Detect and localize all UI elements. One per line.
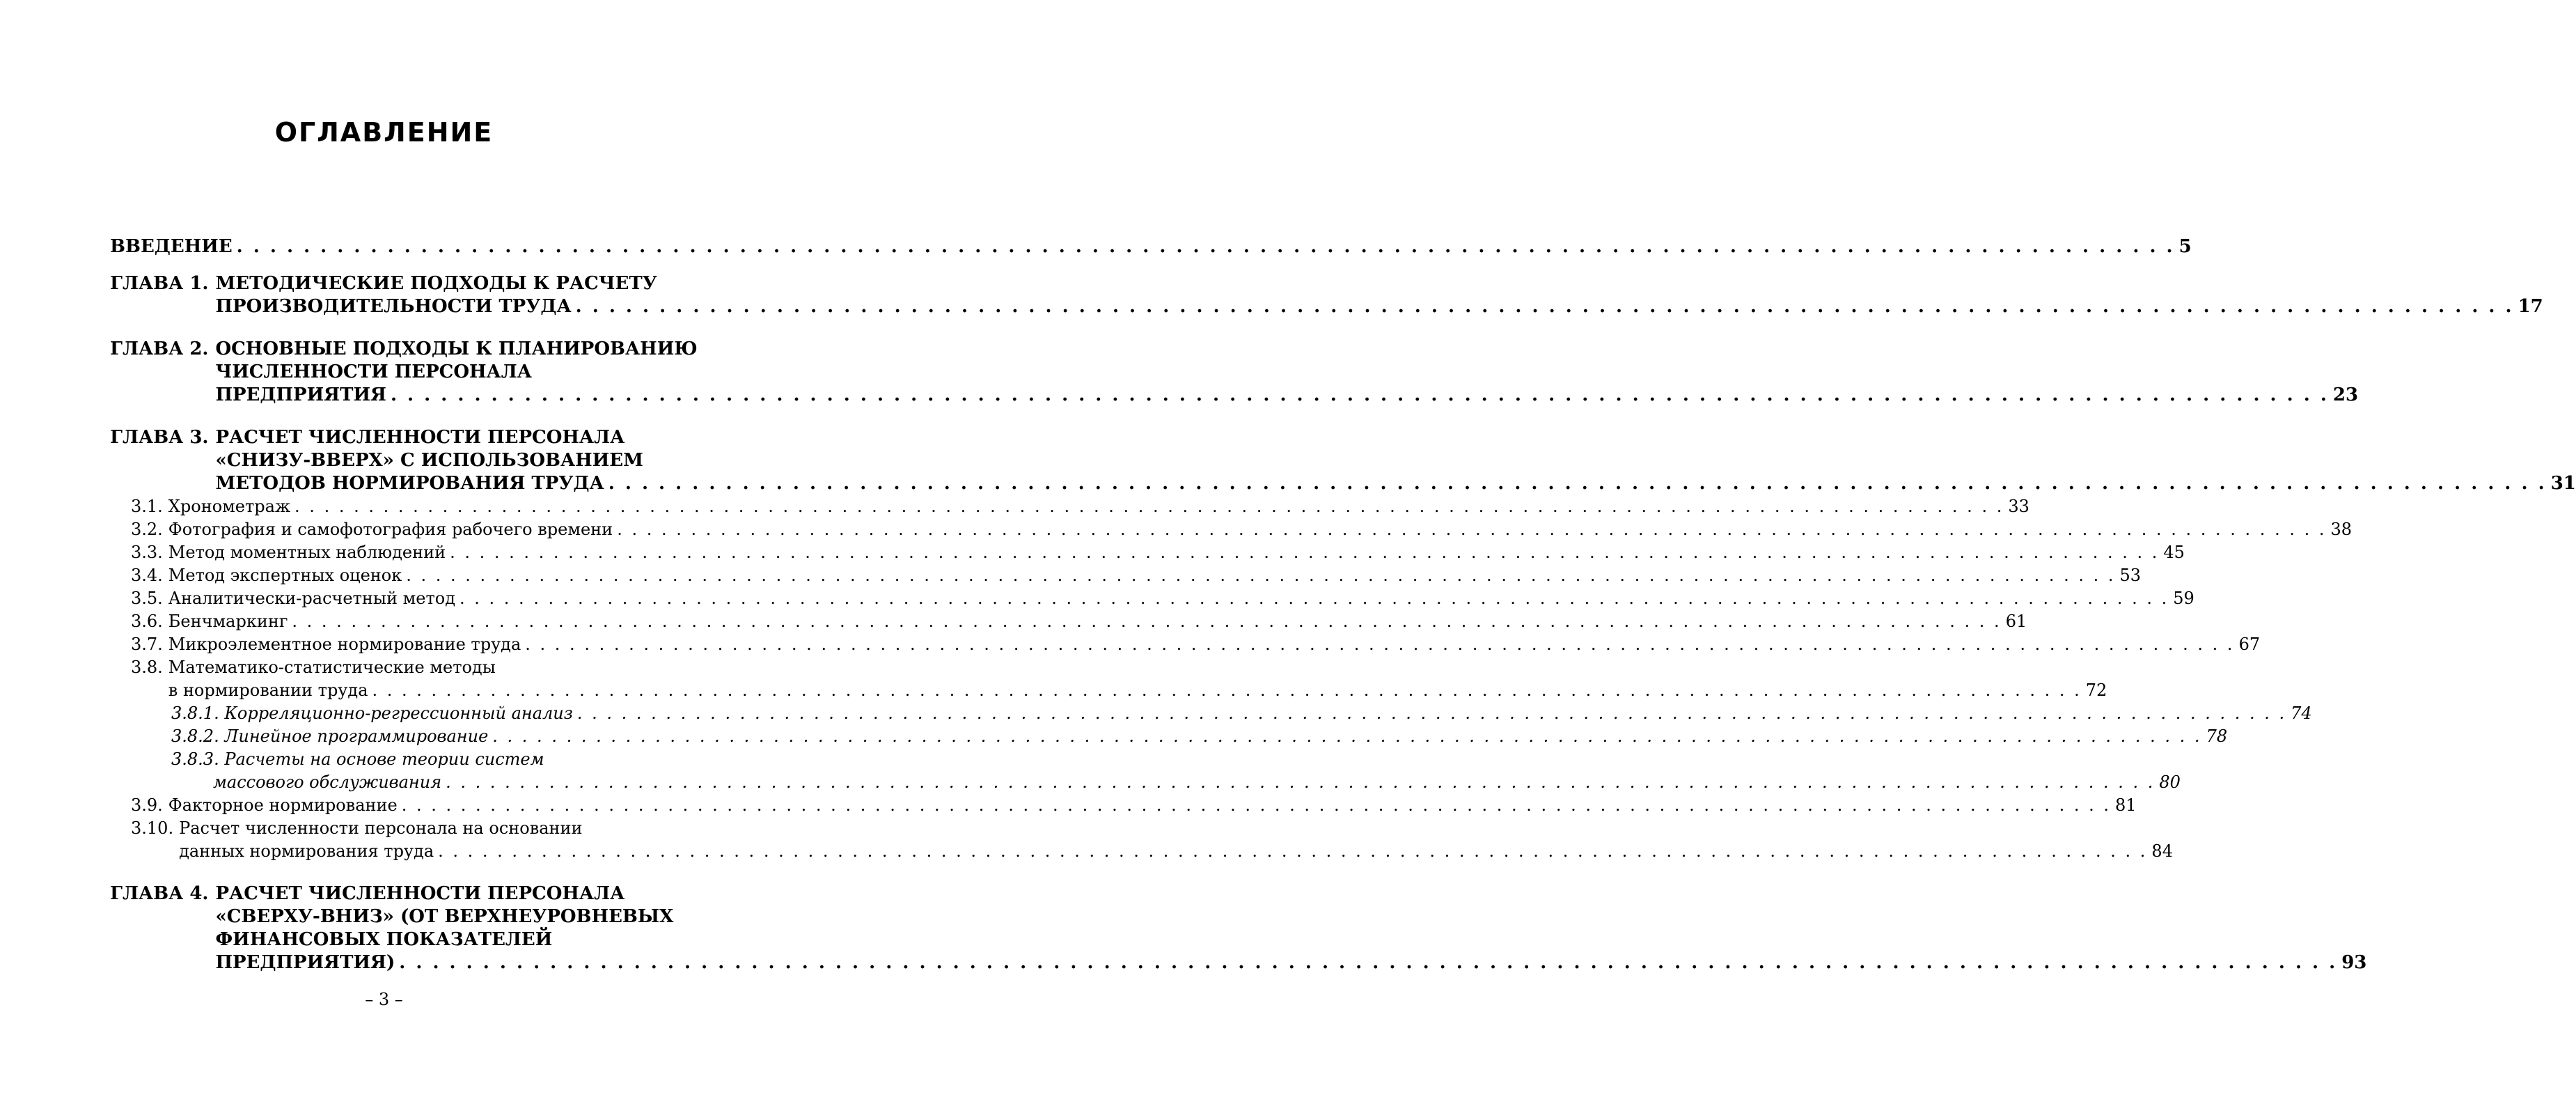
toc-entry-subsection-3-8-2[interactable] (110, 725, 2228, 748)
section-title: Микроэлементное нормирование труда (168, 635, 521, 654)
section-title: Математико-статистические методы (168, 658, 496, 677)
toc-page-number: 80 (2159, 772, 2181, 792)
section-number: 3.7. (131, 635, 163, 654)
section-title: Хронометраж (168, 497, 291, 516)
chapter-title-line: ПРЕДПРИЯТИЯ) (215, 952, 395, 973)
chapter-title-line: ОСНОВНЫЕ ПОДХОДЫ К ПЛАНИРОВАНИЮ (215, 339, 698, 359)
toc-entry-section-3-2[interactable] (110, 518, 2353, 541)
section-number: 3.1. (131, 497, 163, 516)
toc-page-number: 53 (2119, 566, 2142, 585)
toc-page-number: 45 (2163, 543, 2185, 562)
chapter-title-line: ЧИСЛЕННОСТИ ПЕРСОНАЛА (215, 361, 532, 382)
page-title: ОГЛАВЛЕНИЕ (274, 117, 494, 148)
dot-leader (455, 587, 2173, 610)
toc-page-number: 74 (2291, 703, 2312, 723)
toc-entry-section-3-7[interactable] (110, 633, 2261, 656)
chapter-title-line: ПРОИЗВОДИТЕЛЬНОСТИ ТРУДА (215, 296, 572, 317)
section-number: 3.10. (131, 818, 174, 838)
subsection-number: 3.8.1. (171, 703, 219, 723)
section-title: Факторное нормирование (168, 795, 398, 815)
dot-leader (233, 235, 2179, 258)
chapter-title-line: РАСЧЕТ ЧИСЛЕННОСТИ ПЕРСОНАЛА (215, 427, 625, 448)
toc-entry-chapter-2[interactable] (110, 338, 2359, 407)
dot-leader (613, 518, 2330, 541)
toc-entry-chapter-4[interactable] (110, 882, 2367, 974)
section-title: Метод моментных наблюдений (168, 543, 446, 562)
section-number: 3.4. (131, 566, 163, 585)
dot-leader (395, 951, 2341, 974)
dot-leader (573, 702, 2291, 725)
subsection-title: Корреляционно-регрессионный анализ (224, 703, 573, 723)
toc-entry-section-3-9[interactable] (110, 794, 2137, 817)
section-number: 3.6. (131, 612, 163, 631)
dot-leader (288, 610, 2005, 633)
toc-page-number: 72 (2085, 680, 2107, 700)
dot-leader (290, 495, 2008, 518)
toc-entry-subsection-3-8-3[interactable] (110, 748, 2181, 794)
chapter-title-line: МЕТОДОВ НОРМИРОВАНИЯ ТРУДА (215, 473, 604, 494)
toc-entry-chapter-1[interactable] (110, 272, 2543, 318)
dot-leader (446, 541, 2163, 564)
dot-leader (572, 295, 2518, 318)
toc-entry-section-3-4[interactable] (110, 564, 2142, 587)
toc-page-number: 23 (2332, 384, 2359, 405)
subsection-number: 3.8.2. (171, 726, 219, 746)
section-title: данных нормирования труда (179, 841, 434, 861)
toc-entry-section-3-5[interactable] (110, 587, 2194, 610)
chapter-title-line: «СНИЗУ-ВВЕРХ» С ИСПОЛЬЗОВАНИЕМ (215, 450, 643, 471)
section-title: Расчет численности персонала на основании (179, 818, 583, 838)
chapter-label: ГЛАВА 3. (110, 427, 209, 448)
toc-entry-title: ВВЕДЕНИЕ (110, 236, 233, 257)
chapter-title-line: «СВЕРХУ-ВНИЗ» (ОТ ВЕРХНЕУРОВНЕВЫХ (215, 906, 674, 927)
toc-entry-section-3-10[interactable] (110, 817, 2173, 863)
table-of-contents (110, 235, 2576, 974)
toc-entry-section-3-3[interactable] (110, 541, 2185, 564)
toc-page-number: 81 (2114, 795, 2137, 815)
toc-entry-subsection-3-8-1[interactable] (110, 702, 2312, 725)
chapter-title-line: ФИНАНСОВЫХ ПОКАЗАТЕЛЕЙ (215, 929, 553, 950)
section-title: Фотография и самофотография рабочего времени (168, 520, 613, 539)
dot-leader (604, 472, 2551, 495)
section-title: в нормировании труда (168, 680, 368, 700)
dot-leader (398, 794, 2115, 817)
toc-page-number: 5 (2178, 236, 2192, 257)
section-number: 3.2. (131, 520, 163, 539)
subsection-title: массового обслуживания (213, 772, 442, 792)
dot-leader (521, 633, 2238, 656)
dot-leader (441, 771, 2159, 794)
toc-page-number: 33 (2008, 497, 2029, 516)
page-number-footer: – 3 – (365, 990, 403, 1009)
toc-page-number: 67 (2238, 635, 2261, 654)
chapter-title-line: МЕТОДИЧЕСКИЕ ПОДХОДЫ К РАСЧЕТУ (215, 273, 657, 294)
section-title: Бенчмаркинг (168, 612, 288, 631)
subsection-title: Расчеты на основе теории систем (224, 749, 544, 769)
chapter-title-line: ПРЕДПРИЯТИЯ (215, 384, 386, 405)
section-title: Метод экспертных оценок (168, 566, 402, 585)
subsection-title: Линейное программирование (224, 726, 489, 746)
toc-page-number: 38 (2330, 520, 2353, 539)
toc-page-number: 93 (2341, 952, 2367, 973)
chapter-label: ГЛАВА 1. (110, 273, 209, 294)
toc-entry-section-3-1[interactable] (110, 495, 2029, 518)
subsection-number: 3.8.3. (171, 749, 219, 769)
toc-entry-section-3-8[interactable] (110, 656, 2107, 702)
dot-leader (434, 840, 2151, 863)
chapter-label: ГЛАВА 4. (110, 883, 209, 904)
chapter-label: ГЛАВА 2. (110, 339, 209, 359)
toc-entry-section-3-6[interactable] (110, 610, 2027, 633)
dot-leader (386, 384, 2333, 407)
section-number: 3.9. (131, 795, 163, 815)
section-number: 3.3. (131, 543, 163, 562)
section-number: 3.8. (131, 658, 163, 677)
toc-page-number: 84 (2151, 841, 2173, 861)
toc-page-number: 61 (2005, 612, 2027, 631)
toc-page-number: 31 (2550, 473, 2576, 494)
toc-page-number: 78 (2206, 726, 2228, 746)
dot-leader (488, 725, 2206, 748)
section-number: 3.5. (131, 589, 163, 608)
toc-entry-chapter-3[interactable] (110, 426, 2576, 495)
dot-leader (402, 564, 2119, 587)
dot-leader (368, 679, 2086, 702)
section-title: Аналитически-расчетный метод (168, 589, 455, 608)
toc-page-number: 17 (2518, 296, 2543, 317)
toc-page-number: 59 (2173, 589, 2194, 608)
chapter-title-line: РАСЧЕТ ЧИСЛЕННОСТИ ПЕРСОНАЛА (215, 883, 625, 904)
toc-entry-introduction[interactable] (110, 235, 2192, 258)
